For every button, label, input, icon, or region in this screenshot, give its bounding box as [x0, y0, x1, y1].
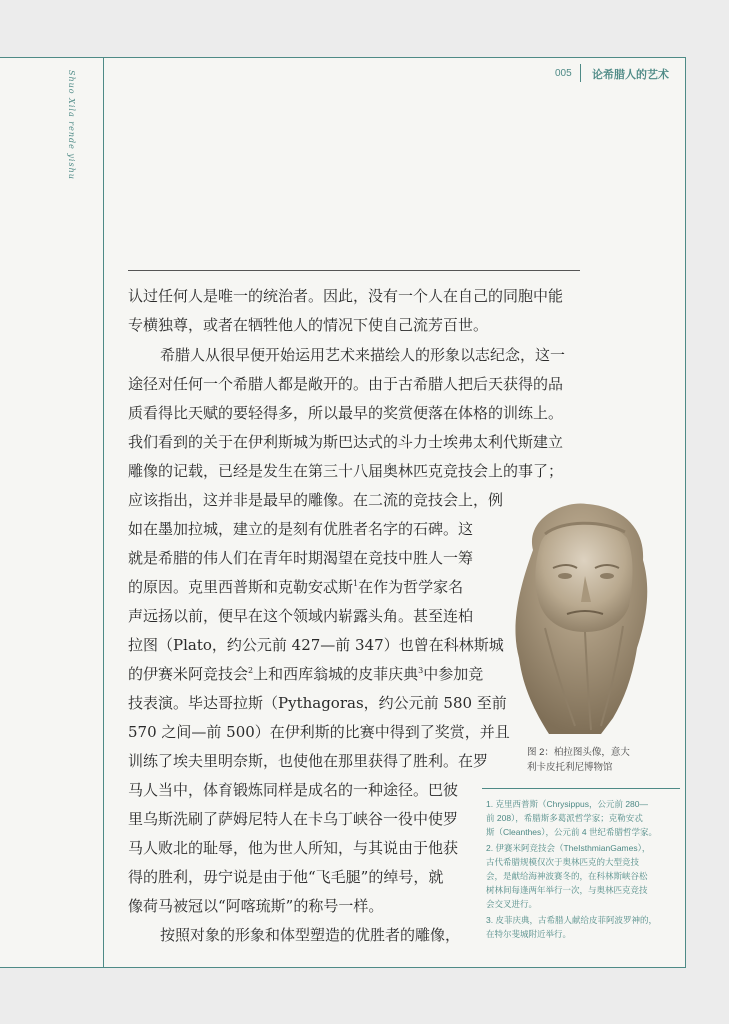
body-line: 570 之间—前 500）在伊利斯的比赛中得到了奖赏，并且 [128, 723, 510, 741]
footnote-line: 2. 伊赛米阿竞技会（TheIsthmianGames）， [486, 843, 651, 853]
body-line: 途径对任何一个希腊人都是敞开的。由于古希腊人把后天获得的品 [128, 375, 564, 393]
footnote-line: 前 208），希腊斯多葛派哲学家；克勒安忒 [486, 813, 643, 823]
margin-line [103, 57, 104, 968]
body-line: 马人当中，体育锻炼同样是成名的一种途径。巴彼 [128, 781, 459, 799]
body-line: 专横独尊，或者在牺牲他人的情况下使自己流芳百世。 [128, 316, 489, 334]
body-text: 的原因。克里西普斯和克勒安忒斯 [128, 578, 354, 596]
footnote-line: 在特尔斐城附近举行。 [486, 929, 572, 939]
footnote-mark[interactable]: 3 [418, 666, 424, 675]
body-line [128, 667, 483, 682]
text-top-rule [128, 270, 580, 271]
body-text: 的伊赛米阿竞技会 [128, 665, 249, 683]
body-line: 如在墨加拉城，建立的是刻有优胜者名字的石碑。这 [128, 520, 474, 538]
body-text: 中参加竞 [423, 665, 484, 683]
body-line: 认过任何人是唯一的统治者。因此，没有一个人在自己的同胞中能 [128, 287, 564, 305]
body-line [128, 580, 463, 595]
footnote-line: 古代希腊规模仅次于奥林匹克的大型竞技 [486, 857, 640, 867]
footnote-line: 3. 皮菲庆典，古希腊人献给皮菲阿波罗神的， [486, 915, 657, 925]
body-text: 上和西库翁城的皮菲庆典 [253, 665, 419, 683]
page-number: 005 [555, 68, 572, 79]
body-line: 希腊人从很早便开始运用艺术来描绘人的形象以志纪念，这一 [160, 346, 566, 364]
figure-caption: 图 2：柏拉图头像，意大 [527, 747, 630, 758]
plato-bust-image [505, 498, 655, 734]
footnote-line: 会交叉进行。 [486, 899, 538, 909]
header-divider [580, 64, 581, 82]
body-line: 马人败北的耻辱，他为世人所知，与其说由于他获 [128, 839, 459, 857]
body-line: 就是希腊的伟人们在青年时期渴望在竞技中胜人一筹 [128, 549, 474, 567]
body-line: 按照对象的形象和体型塑造的优胜者的雕像， [160, 926, 461, 944]
body-line: 我们看到的关于在伊利斯城为斯巴达式的斗力士埃弗太利代斯建立 [128, 433, 564, 451]
body-line: 质看得比天赋的要轻得多，所以最早的奖赏便落在体格的训练上。 [128, 404, 564, 422]
footnote-line: 树林间每逢两年举行一次，与奥林匹克竞技 [486, 885, 648, 895]
body-line: 技表演。毕达哥拉斯（Pythagoras，约公元前 580 至前 [128, 694, 507, 712]
body-text: 在作为哲学家名 [358, 578, 464, 596]
footnote-line: 斯（Cleanthes），公元前 4 世纪希腊哲学家。 [486, 827, 657, 837]
footnote-line: 会，是献给海神波赛冬的，在科林斯峡谷松 [486, 871, 648, 881]
figure-caption: 利卡皮托利尼博物馆 [527, 762, 613, 773]
footnote-mark[interactable]: 1 [353, 579, 359, 588]
body-line: 里乌斯洗刷了萨姆尼特人在卡乌丁峡谷一役中使罗 [128, 810, 459, 828]
body-line: 声远扬以前，便早在这个领域内崭露头角。甚至连柏 [128, 607, 474, 625]
vertical-running-head: Shuo Xila rende yishu [67, 70, 76, 180]
footnote-line: 1. 克里西普斯（Chrysippus，公元前 280— [486, 799, 649, 809]
footnote-mark[interactable]: 2 [248, 666, 254, 675]
page-edge-right [685, 57, 686, 968]
body-line: 应该指出，这并非是最早的雕像。在二流的竞技会上，例 [128, 491, 504, 509]
body-line: 得的胜利，毋宁说是由于他“飞毛腿”的绰号，就 [128, 868, 444, 886]
body-line: 雕像的记载，已经是发生在第三十八届奥林匹克竞技会上的事了； [128, 462, 564, 480]
body-line: 训练了埃夫里明奈斯，也使他在那里获得了胜利。在罗 [128, 752, 489, 770]
footnote-rule [482, 788, 680, 789]
body-line: 拉图（Plato，约公元前 427—前 347）也曾在科林斯城 [128, 636, 504, 654]
running-title: 论希腊人的艺术 [592, 68, 669, 81]
body-line: 像荷马被冠以“阿喀琉斯”的称号一样。 [128, 897, 384, 915]
